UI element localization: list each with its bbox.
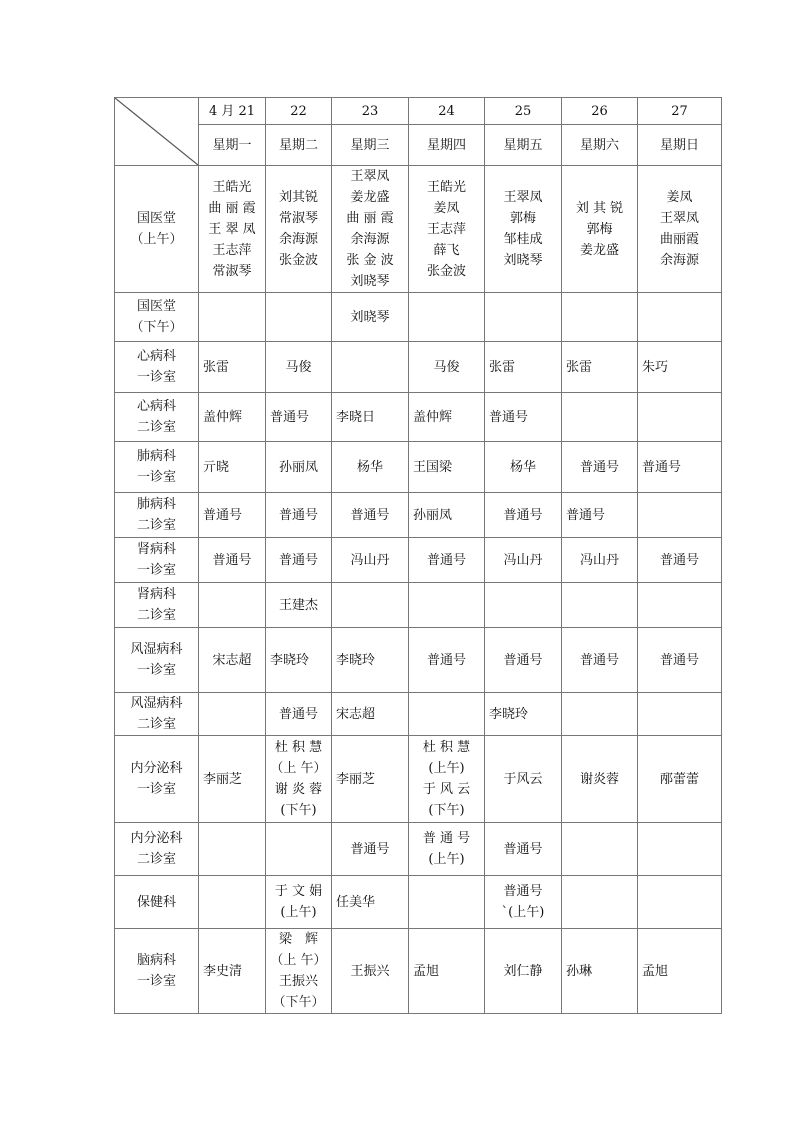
schedule-row — [115, 442, 722, 493]
department-cell — [115, 876, 199, 929]
doctor-cell — [266, 442, 332, 493]
doctor-name: （上 午） — [270, 953, 327, 968]
doctor-cell — [332, 342, 409, 393]
doctor-cell — [562, 823, 638, 876]
doctor-name: 普通号 — [212, 552, 252, 568]
doctor-cell — [409, 493, 485, 538]
doctor-cell — [638, 342, 722, 393]
date-cell: 23 — [332, 98, 409, 125]
doctor-cell — [409, 583, 485, 628]
doctor-cell — [409, 293, 485, 342]
doctor-cell — [562, 876, 638, 929]
doctor-cell — [409, 442, 485, 493]
doctor-name: 普通号 — [350, 507, 390, 523]
department-label: 二诊室 — [136, 420, 176, 435]
doctor-cell — [199, 628, 266, 693]
doctor-name: 刘晓琴 — [350, 309, 390, 325]
doctor-name: 李晓玲 — [489, 706, 529, 722]
doctor-name: 郭梅 — [586, 221, 613, 237]
doctor-cell — [266, 693, 332, 736]
doctor-name: 王翠凤 — [659, 211, 699, 226]
doctor-name: 谢炎蓉 — [579, 771, 619, 787]
date-cell: 27 — [638, 98, 722, 125]
doctor-name: (上午) — [428, 761, 465, 776]
doctor-name: （上 午） — [270, 761, 327, 776]
doctor-cell — [266, 342, 332, 393]
weekday-cell: 星期日 — [638, 125, 722, 166]
department-label: 脑病科 — [136, 953, 176, 968]
doctor-name: 刘晓琴 — [350, 274, 390, 289]
doctor-name: 王建杰 — [278, 597, 318, 613]
doctor-name: 孟旭 — [642, 963, 669, 979]
doctor-name: 普通号 — [642, 459, 682, 475]
doctor-cell — [562, 583, 638, 628]
doctor-cell — [638, 876, 722, 929]
doctor-name: 任美华 — [336, 894, 376, 910]
schedule-row — [115, 493, 722, 538]
department-label: 心病科 — [136, 399, 176, 414]
department-label: 心病科 — [136, 349, 176, 364]
doctor-cell — [485, 583, 562, 628]
doctor-cell — [485, 166, 562, 293]
doctor-name: (下午) — [428, 803, 465, 818]
doctor-name: 姜龙盛 — [350, 190, 390, 205]
doctor-name: 姜凤 — [433, 200, 460, 216]
date-cell: 26 — [562, 98, 638, 125]
doctor-cell — [332, 293, 409, 342]
doctor-name: 杨华 — [356, 459, 383, 475]
doctor-name: 普通号 — [659, 652, 699, 668]
doctor-name: 梁 辉 — [278, 932, 318, 947]
doctor-cell — [638, 166, 722, 293]
doctor-cell — [485, 823, 562, 876]
schedule-table — [114, 97, 722, 1014]
doctor-name: 刘 其 锐 — [575, 200, 624, 216]
doctor-cell — [638, 693, 722, 736]
doctor-cell — [562, 693, 638, 736]
doctor-cell — [409, 823, 485, 876]
doctor-cell — [332, 538, 409, 583]
doctor-name: 冯山丹 — [350, 552, 390, 568]
schedule-row — [115, 823, 722, 876]
doctor-name: 邹桂成 — [503, 232, 543, 247]
doctor-cell — [485, 493, 562, 538]
department-label: （下午） — [130, 320, 183, 335]
doctor-name: 张金波 — [278, 253, 318, 268]
doctor-cell — [638, 538, 722, 583]
doctor-name: 普通号 — [350, 841, 390, 857]
department-label: 内分泌科 — [130, 761, 183, 776]
doctor-cell — [199, 929, 266, 1014]
doctor-cell — [266, 876, 332, 929]
doctor-cell — [638, 736, 722, 823]
doctor-cell — [266, 583, 332, 628]
doctor-cell — [485, 442, 562, 493]
weekday-row — [115, 125, 722, 166]
schedule-row — [115, 583, 722, 628]
doctor-cell — [638, 493, 722, 538]
doctor-name: 邴蕾蕾 — [659, 771, 699, 787]
doctor-cell — [199, 736, 266, 823]
doctor-cell — [562, 929, 638, 1014]
weekday-cell: 星期三 — [332, 125, 409, 166]
department-label: 二诊室 — [136, 717, 176, 732]
doctor-cell — [266, 166, 332, 293]
doctor-cell — [485, 393, 562, 442]
diagonal-line — [115, 98, 198, 165]
doctor-name: 郭梅 — [509, 211, 536, 226]
department-cell — [115, 393, 199, 442]
department-cell — [115, 493, 199, 538]
corner-cell — [115, 98, 199, 166]
weekday-cell: 星期四 — [409, 125, 485, 166]
doctor-name: 冯山丹 — [503, 552, 543, 568]
doctor-name: 盖仲辉 — [413, 409, 453, 425]
doctor-cell — [199, 493, 266, 538]
doctor-name: 刘晓琴 — [503, 253, 543, 268]
date-row — [115, 98, 722, 125]
doctor-name: 王皓光 — [426, 179, 466, 195]
doctor-cell — [199, 538, 266, 583]
doctor-name: 于 风 云 — [422, 782, 471, 797]
department-label: 国医堂 — [136, 299, 176, 314]
date-cell: 25 — [485, 98, 562, 125]
schedule-row — [115, 293, 722, 342]
department-label: 一诊室 — [136, 470, 176, 485]
doctor-name: 宋志超 — [212, 652, 252, 668]
doctor-name: 李晓玲 — [270, 652, 310, 668]
doctor-cell — [638, 442, 722, 493]
doctor-name: (上午) — [280, 905, 317, 920]
department-label: 肾病科 — [136, 587, 176, 602]
department-label: 保健科 — [136, 894, 176, 910]
doctor-cell — [562, 493, 638, 538]
date-cell: 22 — [266, 98, 332, 125]
doctor-cell — [409, 876, 485, 929]
doctor-cell — [332, 166, 409, 293]
doctor-name: 宋志超 — [336, 706, 376, 722]
doctor-name: 孙丽凤 — [413, 507, 453, 523]
doctor-name: 普通号 — [203, 507, 243, 523]
doctor-name: 李丽芝 — [203, 771, 243, 787]
doctor-name: 姜龙盛 — [579, 242, 619, 258]
doctor-name: 王皓光 — [212, 179, 252, 195]
department-cell — [115, 442, 199, 493]
doctor-cell — [485, 736, 562, 823]
doctor-name: 余海源 — [659, 253, 699, 268]
doctor-name: 王 翠 凤 — [208, 221, 256, 237]
doctor-name: 普通号 — [503, 507, 543, 523]
doctor-name: 曲 丽 霞 — [208, 200, 256, 216]
department-cell — [115, 628, 199, 693]
doctor-cell — [562, 442, 638, 493]
department-cell — [115, 823, 199, 876]
doctor-cell — [562, 293, 638, 342]
doctor-cell — [332, 823, 409, 876]
doctor-cell — [266, 628, 332, 693]
doctor-cell — [332, 583, 409, 628]
doctor-name: 李晓日 — [336, 409, 376, 425]
weekday-cell: 星期二 — [266, 125, 332, 166]
doctor-cell — [409, 393, 485, 442]
doctor-cell — [266, 929, 332, 1014]
department-label: 肾病科 — [136, 542, 176, 557]
doctor-cell — [409, 538, 485, 583]
doctor-name: 盖仲辉 — [203, 409, 243, 425]
doctor-name: 张金波 — [426, 263, 466, 279]
department-label: 一诊室 — [136, 663, 176, 678]
doctor-name: 常淑琴 — [212, 263, 252, 279]
department-label: （上午） — [130, 232, 183, 247]
doctor-name: 朱巧 — [642, 359, 669, 375]
doctor-cell — [332, 393, 409, 442]
doctor-cell — [266, 823, 332, 876]
doctor-cell — [638, 393, 722, 442]
doctor-name: 马俊 — [433, 359, 460, 375]
department-label: 二诊室 — [136, 518, 176, 533]
doctor-name: （下午） — [272, 995, 325, 1010]
doctor-cell — [199, 583, 266, 628]
doctor-cell — [332, 628, 409, 693]
weekday-cell: 星期五 — [485, 125, 562, 166]
department-label: 肺病科 — [136, 449, 176, 464]
doctor-name: 普通号 — [270, 409, 310, 425]
doctor-cell — [332, 876, 409, 929]
doctor-name: 冯山丹 — [579, 552, 619, 568]
doctor-name: 于 文 娟 — [274, 884, 323, 899]
doctor-cell — [266, 393, 332, 442]
department-label: 内分泌科 — [130, 831, 183, 846]
doctor-name: 王翠凤 — [503, 190, 543, 205]
doctor-name: 李史清 — [203, 963, 243, 979]
doctor-name: 刘其锐 — [278, 190, 318, 205]
doctor-name: 曲丽霞 — [659, 232, 699, 247]
doctor-name: 王志萍 — [426, 221, 466, 237]
doctor-cell — [485, 293, 562, 342]
department-label: 风湿病科 — [130, 696, 183, 711]
doctor-cell — [409, 736, 485, 823]
doctor-cell — [266, 493, 332, 538]
doctor-name: 普通号 — [579, 459, 619, 475]
doctor-name: 杜 积 慧 — [422, 740, 471, 755]
doctor-name: 张雷 — [489, 359, 516, 375]
weekday-cell: 星期六 — [562, 125, 638, 166]
doctor-name: 普通号 — [426, 652, 466, 668]
doctor-name: 张 金 波 — [346, 253, 394, 268]
department-cell — [115, 538, 199, 583]
doctor-cell — [562, 538, 638, 583]
doctor-cell — [332, 736, 409, 823]
doctor-cell — [409, 693, 485, 736]
doctor-cell — [638, 628, 722, 693]
doctor-cell — [562, 628, 638, 693]
doctor-name: 普通号 — [659, 552, 699, 568]
department-cell — [115, 583, 199, 628]
doctor-name: 刘仁静 — [503, 963, 543, 979]
doctor-cell — [638, 583, 722, 628]
doctor-cell — [638, 293, 722, 342]
doctor-name: `(上午) — [501, 905, 545, 920]
doctor-cell — [485, 342, 562, 393]
doctor-cell — [562, 342, 638, 393]
doctor-name: 马俊 — [285, 359, 312, 375]
doctor-name: 孙丽凤 — [278, 459, 318, 475]
doctor-name: 余海源 — [350, 232, 390, 247]
department-label: 一诊室 — [136, 782, 176, 797]
doctor-name: 普通号 — [566, 507, 606, 523]
date-cell: 4 月 21 — [199, 98, 266, 125]
doctor-cell — [266, 293, 332, 342]
doctor-cell — [199, 166, 266, 293]
doctor-name: 杜 积 慧 — [274, 740, 323, 755]
doctor-cell — [409, 929, 485, 1014]
doctor-cell — [199, 293, 266, 342]
doctor-cell — [485, 693, 562, 736]
doctor-name: 普通号 — [503, 841, 543, 857]
doctor-cell — [332, 929, 409, 1014]
doctor-cell — [332, 442, 409, 493]
doctor-name: 孟旭 — [413, 963, 440, 979]
schedule-row — [115, 693, 722, 736]
department-label: 一诊室 — [136, 563, 176, 578]
doctor-name: 王振兴 — [278, 974, 318, 989]
doctor-name: 王志萍 — [212, 242, 252, 258]
doctor-cell — [485, 538, 562, 583]
doctor-cell — [485, 929, 562, 1014]
doctor-cell — [266, 736, 332, 823]
doctor-cell — [409, 166, 485, 293]
doctor-cell — [199, 693, 266, 736]
department-cell — [115, 166, 199, 293]
schedule-row — [115, 736, 722, 823]
department-label: 二诊室 — [136, 852, 176, 867]
doctor-name: 余海源 — [278, 232, 318, 247]
doctor-cell — [332, 693, 409, 736]
doctor-name: 普通号 — [278, 706, 318, 722]
doctor-cell — [409, 628, 485, 693]
doctor-name: 普通号 — [278, 507, 318, 523]
schedule-row — [115, 342, 722, 393]
department-cell — [115, 736, 199, 823]
doctor-name: 曲 丽 霞 — [346, 211, 394, 226]
schedule-row — [115, 628, 722, 693]
doctor-name: 孙琳 — [566, 963, 593, 979]
schedule-row — [115, 166, 722, 293]
doctor-name: 谢 炎 蓉 — [274, 782, 323, 797]
doctor-name: 普通号 — [489, 409, 529, 425]
doctor-cell — [562, 736, 638, 823]
doctor-cell — [332, 493, 409, 538]
date-cell: 24 — [409, 98, 485, 125]
doctor-cell — [485, 876, 562, 929]
doctor-name: 张雷 — [566, 359, 593, 375]
department-label: 风湿病科 — [130, 642, 183, 657]
doctor-name: 薛飞 — [433, 242, 460, 258]
doctor-cell — [199, 442, 266, 493]
doctor-name: 普通号 — [503, 884, 543, 899]
doctor-name: (上午) — [428, 852, 465, 867]
department-cell — [115, 342, 199, 393]
doctor-name: 李丽芝 — [336, 771, 376, 787]
department-cell — [115, 293, 199, 342]
doctor-name: (下午) — [280, 803, 317, 818]
department-label: 肺病科 — [136, 497, 176, 512]
doctor-cell — [199, 876, 266, 929]
department-label: 二诊室 — [136, 608, 176, 623]
doctor-name: 普通号 — [579, 652, 619, 668]
doctor-cell — [638, 823, 722, 876]
doctor-cell — [409, 342, 485, 393]
doctor-name: 王振兴 — [350, 963, 390, 979]
doctor-cell — [199, 342, 266, 393]
doctor-name: 王翠凤 — [350, 169, 390, 184]
doctor-name: 普通号 — [278, 552, 318, 568]
department-cell — [115, 929, 199, 1014]
schedule-row — [115, 929, 722, 1014]
doctor-name: 常淑琴 — [278, 211, 318, 226]
doctor-name: 亓晓 — [203, 459, 230, 475]
doctor-cell — [562, 166, 638, 293]
department-label: 一诊室 — [136, 370, 176, 385]
schedule-row — [115, 538, 722, 583]
doctor-name: 杨华 — [509, 459, 536, 475]
doctor-name: 姜凤 — [666, 190, 693, 205]
schedule-row — [115, 393, 722, 442]
doctor-cell — [266, 538, 332, 583]
schedule-row — [115, 876, 722, 929]
doctor-cell — [199, 823, 266, 876]
department-label: 国医堂 — [136, 211, 176, 226]
doctor-name: 张雷 — [203, 359, 230, 375]
doctor-name: 李晓玲 — [336, 652, 376, 668]
doctor-cell — [485, 628, 562, 693]
doctor-cell — [638, 929, 722, 1014]
department-cell — [115, 693, 199, 736]
doctor-cell — [199, 393, 266, 442]
weekday-cell: 星期一 — [199, 125, 266, 166]
doctor-cell — [562, 393, 638, 442]
doctor-name: 于风云 — [503, 771, 543, 787]
doctor-name: 普通号 — [426, 552, 466, 568]
department-label: 一诊室 — [136, 974, 176, 989]
doctor-name: 王国梁 — [413, 459, 453, 475]
doctor-name: 普通号 — [503, 652, 543, 668]
doctor-name: 普 通 号 — [422, 831, 471, 846]
